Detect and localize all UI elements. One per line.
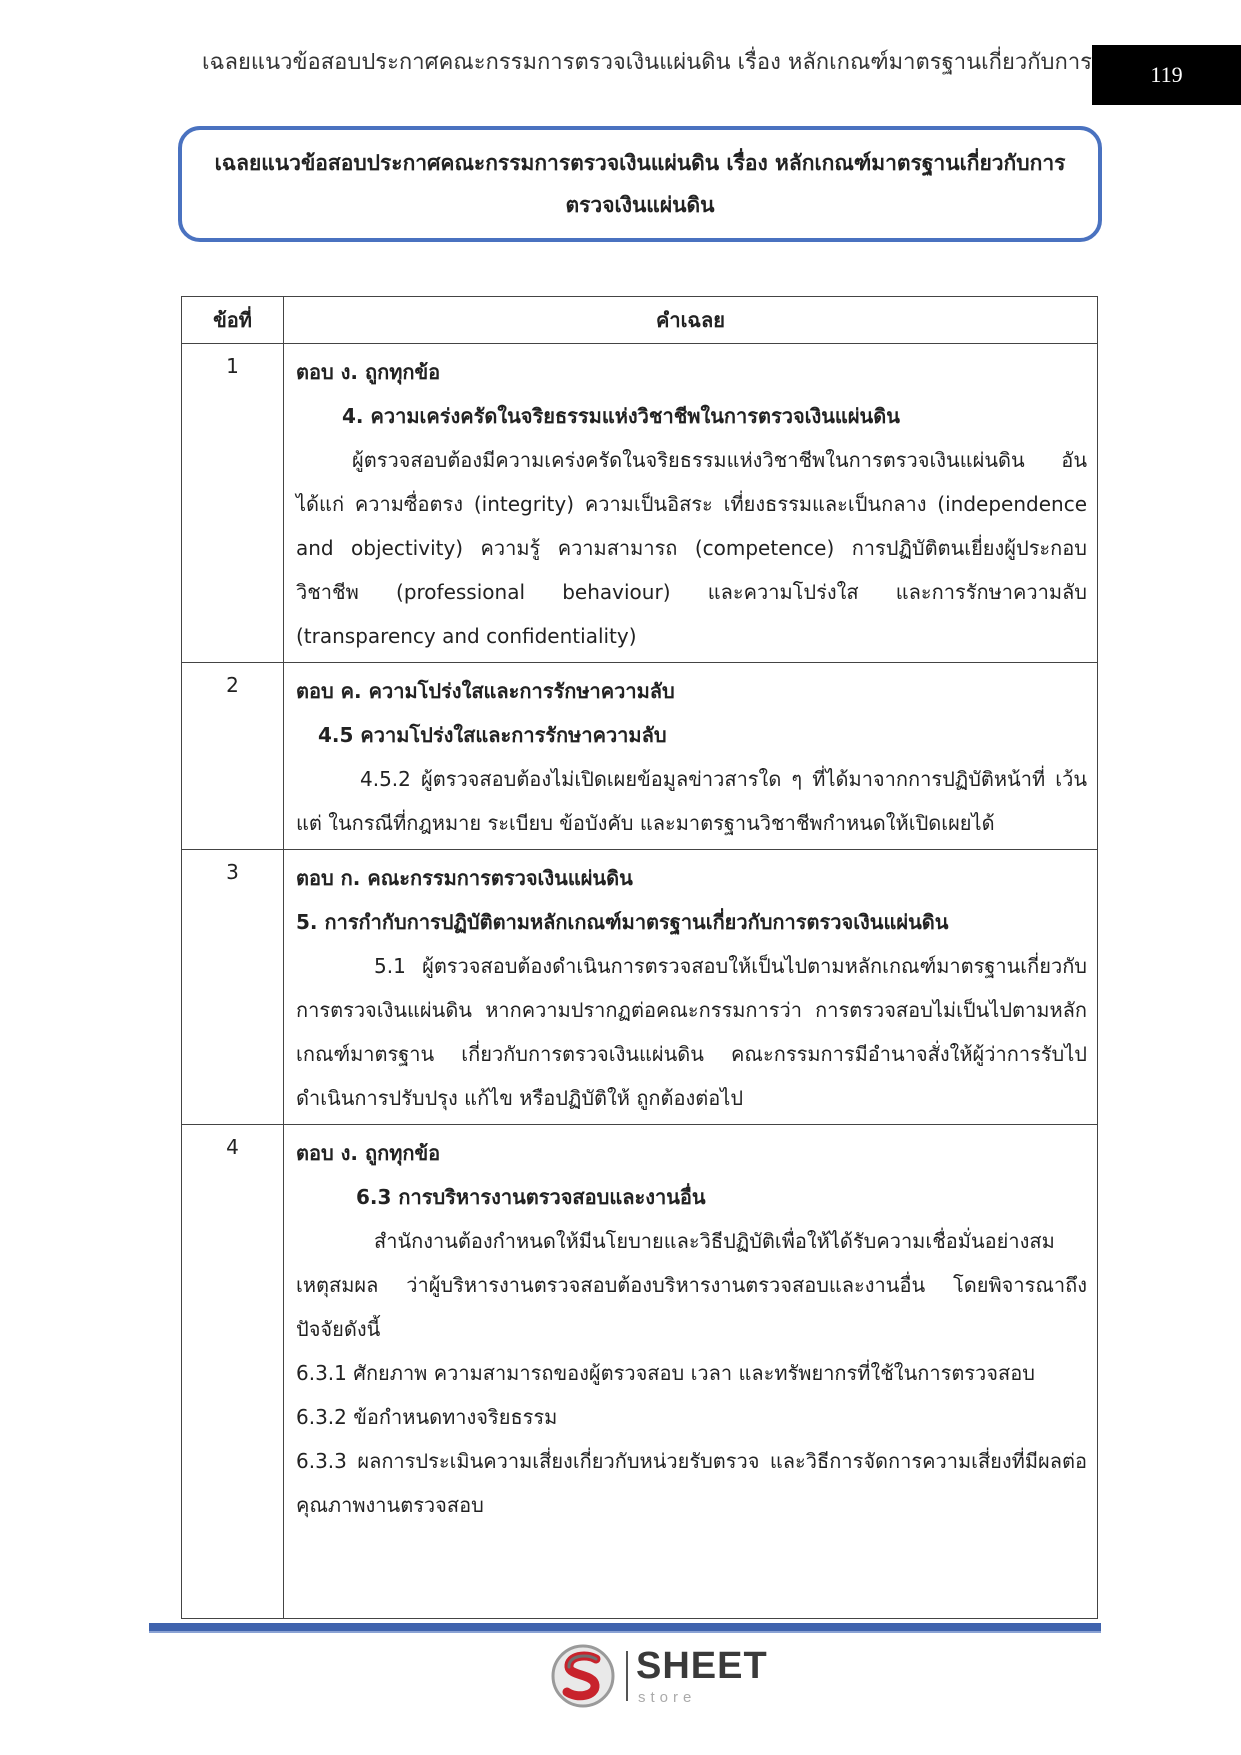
answer-cell: [284, 850, 1098, 1125]
row-number: 2: [182, 663, 284, 850]
answer-cell: [284, 344, 1098, 663]
list-item: 6.3.3 ผลการประเมินความเสี่ยงเกี่ยวกับหน่วยรับตรวจ และวิธีการจัดการความเสี่ยงที่มีผลต่อ คุณภาพงานตรวจสอบ: [296, 1449, 1087, 1517]
running-header: เฉลยแนวข้อสอบประกาศคณะกรรมการตรวจเงินแผ่นดิน เรื่อง หลักเกณฑ์มาตรฐานเกี่ยวกับการ: [202, 50, 1092, 75]
answer-table: [181, 296, 1098, 1619]
answer-line: ตอบ ก. คณะกรรมการตรวจเงินแผ่นดิน: [296, 866, 633, 890]
answer-line: ตอบ ง. ถูกทุกข้อ: [296, 360, 441, 384]
answer-paragraph: ผู้ตรวจสอบต้องมีความเคร่งครัดในจริยธรรมแห่งวิชาชีพในการตรวจเงินแผ่นดิน อันได้แก่ ความซื่อตรง (integrity) ความเป็นอิสระ เที่ยงธรรมและเป็นกลาง (independence and objectivity) ความรู้ ความสามารถ (competence) การปฏิบัติตนเยี่ยงผู้ประกอบวิชาชีพ (professional behaviour) และความโปร่งใส และการรักษาความลับ (transparency and confidentiality): [296, 448, 1087, 648]
section-heading: 5. การกำกับการปฏิบัติตามหลักเกณฑ์มาตรฐานเกี่ยวกับการตรวจเงินแผ่นดิน: [296, 910, 949, 934]
section-heading: 4. ความเคร่งครัดในจริยธรรมแห่งวิชาชีพในการตรวจเงินแผ่นดิน: [342, 404, 900, 428]
answer-cell: [284, 1125, 1098, 1619]
header-number: ข้อที่: [182, 297, 284, 344]
title-line-1: เฉลยแนวข้อสอบประกาศคณะกรรมการตรวจเงินแผ่นดิน เรื่อง หลักเกณฑ์มาตรฐานเกี่ยวกับการ: [214, 151, 1066, 175]
table-row: [182, 1125, 1098, 1619]
logo-divider: [626, 1651, 628, 1701]
answer-line: ตอบ ค. ความโปร่งใสและการรักษาความลับ: [296, 679, 675, 703]
answer-paragraph: สำนักงานต้องกำหนดให้มีนโยบายและวิธีปฏิบัติเพื่อให้ได้รับความเชื่อมั่นอย่างสมเหตุสมผล ว่าผู้บริหารงานตรวจสอบต้องบริหารงานตรวจสอบและงานอื่น โดยพิจารณาถึงปัจจัยดังนี้: [296, 1229, 1087, 1341]
title-line-2: ตรวจเงินแผ่นดิน: [565, 193, 715, 217]
page-number: 119: [1092, 45, 1241, 105]
footer-rule: [149, 1623, 1101, 1633]
row-number: 4: [182, 1125, 284, 1619]
table-row: [182, 344, 1098, 663]
logo-wordmark: SHEET: [636, 1645, 768, 1687]
row-number: 1: [182, 344, 284, 663]
answer-cell: [284, 663, 1098, 850]
list-item: 6.3.1 ศักยภาพ ความสามารถของผู้ตรวจสอบ เวลา และทรัพยากรที่ใช้ในการตรวจสอบ: [296, 1361, 1035, 1385]
section-heading: 6.3 การบริหารงานตรวจสอบและงานอื่น: [356, 1185, 706, 1209]
logo-subtext: store: [638, 1689, 697, 1706]
list-item: 6.3.2 ข้อกำหนดทางจริยธรรม: [296, 1405, 558, 1429]
sheet-store-logo: [550, 1643, 770, 1713]
table-row: [182, 850, 1098, 1125]
section-heading: 4.5 ความโปร่งใสและการรักษาความลับ: [318, 723, 667, 747]
sheet-store-logo-icon: [550, 1643, 616, 1709]
document-title-box: [178, 126, 1102, 242]
answer-paragraph: 4.5.2 ผู้ตรวจสอบต้องไม่เปิดเผยข้อมูลข่าวสารใด ๆ ที่ได้มาจากการปฏิบัติหน้าที่ เว้นแต่ ในกรณีที่กฎหมาย ระเบียบ ข้อบังคับ และมาตรฐานวิชาชีพกำหนดให้เปิดเผยได้: [296, 767, 1087, 835]
table-row: [182, 663, 1098, 850]
answer-paragraph: 5.1 ผู้ตรวจสอบต้องดำเนินการตรวจสอบให้เป็นไปตามหลักเกณฑ์มาตรฐานเกี่ยวกับ การตรวจเงินแผ่นดิน หากความปรากฏต่อคณะกรรมการว่า การตรวจสอบไม่เป็นไปตามหลักเกณฑ์มาตรฐาน เกี่ยวกับการตรวจเงินแผ่นดิน คณะกรรมการมีอำนาจสั่งให้ผู้ว่าการรับไปดำเนินการปรับปรุง แก้ไข หรือปฏิบัติให้ ถูกต้องต่อไป: [296, 954, 1087, 1110]
row-number: 3: [182, 850, 284, 1125]
table-header-row: [182, 297, 1098, 344]
header-answer: คำเฉลย: [284, 297, 1098, 344]
answer-line: ตอบ ง. ถูกทุกข้อ: [296, 1141, 441, 1165]
